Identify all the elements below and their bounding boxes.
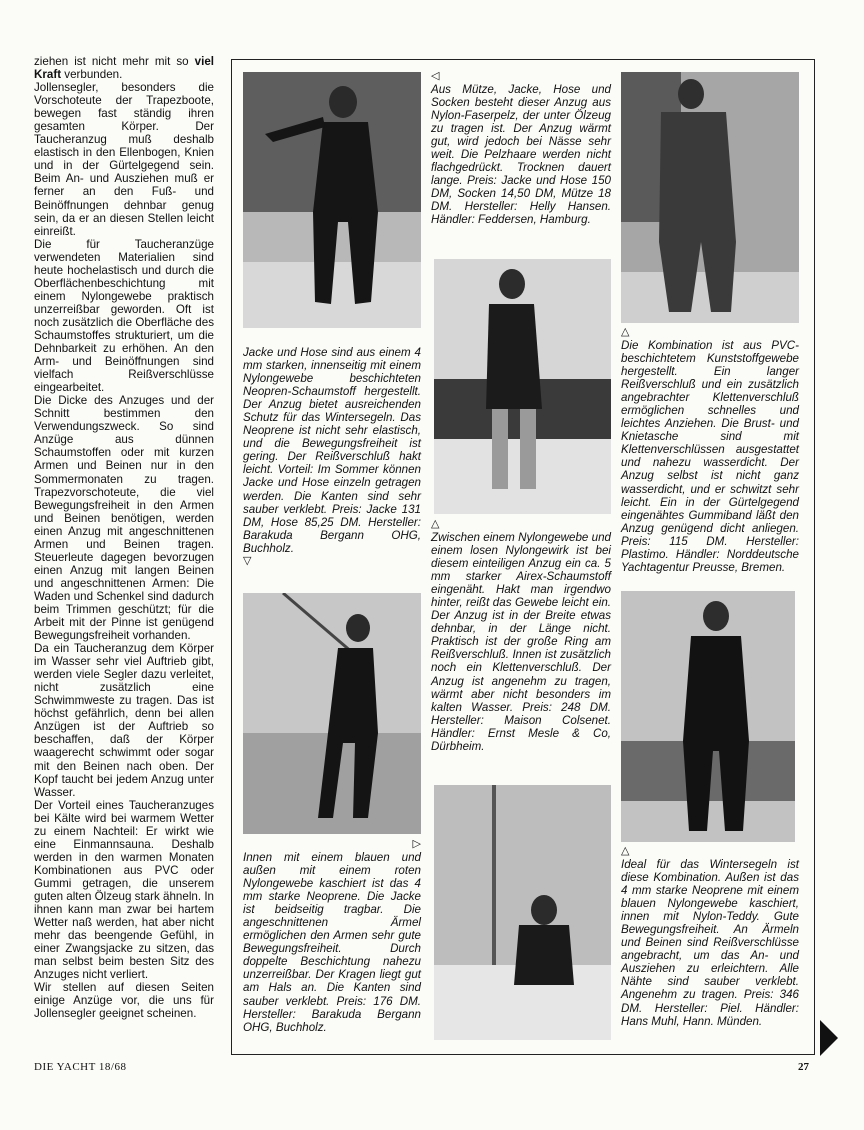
caption-6-text: Ideal für das Wintersegeln ist diese Kombination. Außen ist das 4 mm starke Neoprene mit einem blauen Nylongewebe kaschiert, innen mit Nylon-Teddy. Gute Bewegungsfreiheit. An Ärmeln und Beinen sind Reißverschlüsse angebracht, um das An- und Ausziehen zu erleichtern. Alle Nähte sind sauber verklebt. Angenehm zu tragen. Preis: 346 DM. Hersteller: Piel. Händler: Hans Muhl, Hann. Münden. (621, 858, 799, 1028)
arrow-up-icon: △ (431, 518, 440, 530)
caption-4 (431, 518, 611, 753)
photo-wetsuit-3-image (243, 593, 421, 834)
caption-3 (621, 326, 799, 574)
arrow-up-icon: △ (621, 845, 630, 857)
caption-5 (243, 838, 421, 1034)
article-paragraph: Der Vorteil eines Taucheranzuges bei Kälte wird bei warmem Wetter zu einem Nachteil: Er wirkt wie eine Einmannsauna. Deshalb werden in den warmen Monaten Kombinationen aus PVC oder Gummi getragen, die unserem guten alten Ölzeug stark ähneln. In ihnen kann man zwar bei hartem Wetter naß werden, hat aber nicht mehr das beengende Gefühl, in einer Zwangsjacke zu sitzen, das man selbst beim besten Sitz des Anzuges nicht verliert. (34, 798, 214, 982)
article-paragraph: Wir stellen auf diesen Seiten einige Anzüge vor, die uns für Jollensegler geeignet scheinen. (34, 981, 214, 1021)
article-text: verbunden. (64, 68, 123, 82)
next-page-arrow-icon[interactable] (820, 1020, 838, 1056)
caption-5-text: Innen mit einem blauen und außen mit einem roten Nylongewebe kaschiert ist das 4 mm starke Neoprene. Die Jacke ist beidseitig tragbar. Die angeschnittenen Ärmel ermöglichen den Armen sehr gute Bewegungsfreiheit. Durch doppelte Beschichtung nahezu unzerreißbar. Der Kragen liegt gut am Hals an. Die Kanten sind sauber verklebt. Preis: 176 DM. Hersteller: Barakuda Bergann OHG, Buchholz. (243, 851, 421, 1034)
article-paragraph (34, 55, 214, 81)
photo-wetsuit-4 (434, 785, 611, 1040)
article-paragraph: Die Dicke des Anzuges und der Schnitt bestimmen den Verwendungszweck. So sind Anzüge aus dünnen Schaumstoffen oder mit kurzen Armen und Beinen nur in den Sommermonaten zu tragen. Trapezvorschoteute, die viel Bewegungsfreiheit in den Armen und Beinen benötigen, werden einen Anzug mit angeschnittenen Armen und Beinen tragen. Steuerleute dagegen bevorzugen einen Anzug mit langen Beinen und angeschnittenen Armen: Die Waden und Schenkel sind dadurch beim Trimmen geschützt; für die Arbeit mit der Pinne ist genügend Bewegungsfreiheit vorhanden. (34, 394, 214, 643)
caption-1 (243, 346, 421, 568)
photo-wetsuit-4-image (434, 785, 611, 1040)
caption-3-text: Die Kombination ist aus PVC-beschichtetem Kunststoffgewebe hergestellt. Ein langer Reißverschluß und ein zusätzlich angebrachter Klettenverschluß ermöglichen schnelles und leichtes Anziehen. Die Brust- und Knietasche sind mit Klettenverschlüssen ausgestattet und nahezu wasserdicht. Der Anzug selbst ist nicht ganz wasserdicht, und er schwitzt sehr leicht. Ein in der Gürtelgegend eingenähtes Gummiband läßt den Anzug genügend dicht anliegen. Preis: 115 DM. Hersteller: Plastimo. Händler: Norddeutsche Yachtagentur Preusse, Bremen. (621, 339, 799, 574)
arrow-left-icon: ◁ (431, 70, 440, 82)
photo-combination-1 (621, 72, 799, 323)
photo-wetsuit-1-image (243, 72, 421, 328)
article-paragraph: Da ein Taucheranzug dem Körper im Wasser sehr viel Auftrieb gibt, werden viele Segler dazu verleitet, nicht zusätzlich eine Schwimmweste zu tragen. Das ist höchst gefährlich, denn bei allen Anzügen ist der Auftrieb so beschaffen, daß der Körper waagerecht schwimmt oder sogar mit den Beinen nach oben. Der Kopf taucht bei jedem Anzug unter Wasser. (34, 642, 214, 799)
article-paragraph: Jollensegler, besonders die Vorschoteute der Trapezboote, bewegen fast ständig ihren gesamten Körper. Der Taucheranzug muß deshalb elastisch in den Ellenbogen, Knien und in der Gürtelgegend sein. Beim An- und Ausziehen muß er ferner an den Fuß- und Beinöffnungen dehnbar genug sein, da er an diesen Stellen leicht einreißt. (34, 81, 214, 238)
article-emphasis: viel Kraft (34, 55, 214, 82)
photo-combination-1-image (621, 72, 799, 323)
article-paragraph: Die für Taucheranzüge verwendeten Materialien sind heute hochelastisch und durch die Oberflächenbeschichtung mit einem Nylongewebe praktisch unzerreißbar geworden. Oft ist noch zusätzlich die Oberfläche des Schaumstoffes strukturiert, um die Dehnbarkeit zu erhöhen. An den Arm- und Beinöffnungen sind vielfach Reißverschlüsse eingearbeitet. (34, 237, 214, 395)
caption-2-text: Aus Mütze, Jacke, Hose und Socken besteht dieser Anzug aus Nylon-Faserpelz, der unter Ölzeug zu tragen ist. Der Anzug wärmt gut, wird jedoch bei Nässe sehr weit. Die Pelzhaare werden nicht flachgedrückt. Trocknen dauert lange. Preis: Jacke und Hose 150 DM, Socken 14,50 DM, Mütze 18 DM. Hersteller: Helly Hansen. Händler: Feddersen, Hamburg. (431, 83, 611, 227)
arrow-up-icon: △ (621, 326, 630, 338)
article-text: ziehen ist nicht mehr mit so (34, 55, 189, 68)
caption-6 (621, 845, 799, 1028)
photo-wetsuit-3 (243, 593, 421, 834)
page-number: 27 (798, 1061, 809, 1073)
photo-combination-2-image (621, 591, 795, 842)
caption-1-text: Jacke und Hose sind aus einem 4 mm starken, innenseitig mit einem Nylongewebe beschichteten Neopren-Schaumstoff hergestellt. Der Anzug bietet ausreichenden Schutz für das Wintersegeln. Das Neoprene ist nicht sehr elastisch, und die Bewegungsfreiheit ist gering. Der Reißverschluß hakt leicht. Vorteil: Im Sommer können Jacke und Hose einzeln getragen werden. Die Kanten sind sehr sauber verklebt. Preis: Jacke 131 DM, Hose 85,25 DM. Hersteller: Barakuda Bergann OHG, Buchholz. (243, 346, 421, 555)
photo-wetsuit-2 (434, 259, 611, 514)
photo-combination-2 (621, 591, 795, 842)
arrow-right-icon: ▷ (412, 838, 421, 850)
photo-wetsuit-2-image (434, 259, 611, 514)
caption-2 (431, 70, 611, 227)
arrow-down-icon: ▽ (243, 554, 252, 567)
magazine-footer: DIE YACHT 18/68 (34, 1061, 127, 1073)
photo-wetsuit-1 (243, 72, 421, 328)
caption-4-text: Zwischen einem Nylongewebe und einem losen Nylongewirk ist bei diesem einteiligen Anzug ein ca. 5 mm starker Airex-Schaumstoff eingenäht. Hakt man irgendwo hinter, reißt das Gewebe leicht ein. Der Anzug ist in der Breite etwas dehnbar, in der Länge nicht. Praktisch ist der große Ring am Reißverschluß. Innen ist zusätzlich noch ein Klettenverschluß. Der Anzug ist angenehm zu tragen, wärmt aber nicht besonders im kalten Wasser. Preis: 248 DM. Hersteller: Maison Colsenet. Händler: Ernst Mesle & Co, Dürbheim. (431, 531, 611, 753)
article-column (34, 55, 214, 1020)
